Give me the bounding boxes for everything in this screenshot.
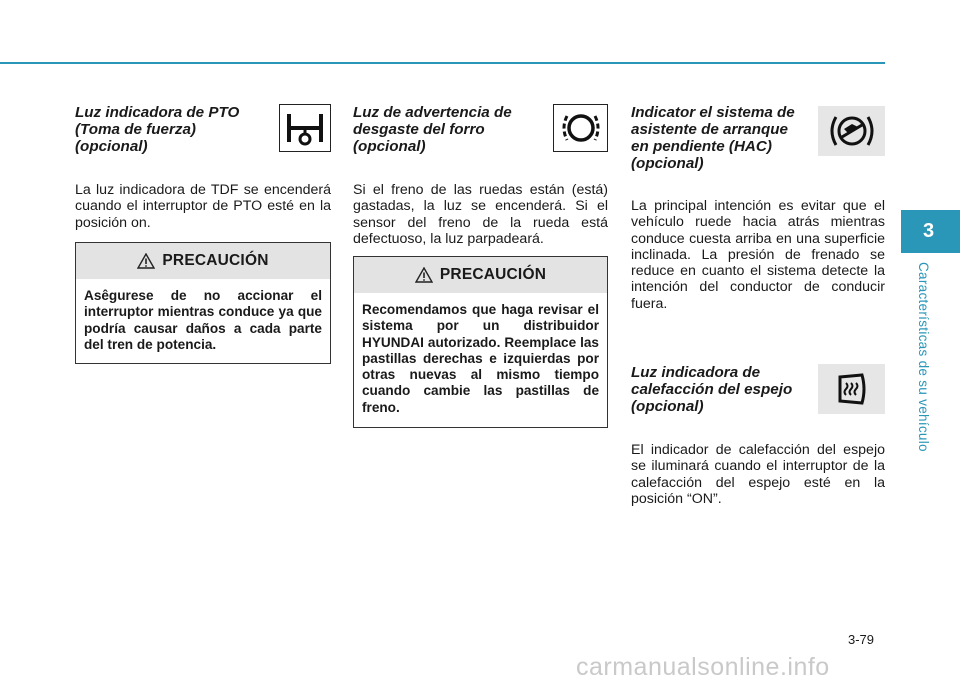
watermark: carmanualsonline.info bbox=[576, 653, 830, 681]
section-heading: Luz indicadora de calefacción del espejo (opcional) bbox=[631, 364, 793, 416]
caution-text: Asêgurese de no accionar el interruptor mientras conduce ya que podría causar daños a cada parte del tren de potencia. bbox=[84, 288, 322, 352]
section-mirror-heater bbox=[631, 364, 885, 416]
caution-title: PRECAUCIÓN bbox=[162, 252, 269, 269]
brake-pad-wear-icon bbox=[553, 104, 608, 152]
warning-triangle-icon bbox=[137, 253, 155, 269]
caution-header bbox=[354, 257, 607, 293]
top-rule bbox=[0, 62, 885, 64]
page-number: 3-79 bbox=[848, 632, 875, 647]
hill-start-assist-icon bbox=[818, 106, 885, 156]
section-paragraph: La luz indicadora de TDF se encenderá cuando el interruptor de PTO esté en la posición on. bbox=[75, 182, 331, 231]
section-brake-wear bbox=[353, 104, 608, 247]
caution-header bbox=[76, 243, 330, 279]
section-heading: Luz indicadora de PTO (Toma de fuerza) (opcional) bbox=[75, 104, 240, 155]
caution-box bbox=[353, 256, 608, 428]
caution-title: PRECAUCIÓN bbox=[439, 266, 547, 283]
section-hill-start-assist bbox=[631, 104, 885, 507]
mirror-heater-icon bbox=[818, 364, 885, 414]
pto-indicator-icon bbox=[279, 104, 331, 152]
section-heading: Indicator el sistema de asistente de arranque en pendiente (HAC) (opcional) bbox=[631, 104, 795, 172]
section-paragraph: La principal intención es evitar que el vehículo ruede hacia atrás mientras conduce cuesta arriba en una superficie inclinada. La presión de frenado se reduce en cuanto el sistema detecte la intención del conductor de conducir fuera. bbox=[631, 198, 885, 312]
section-paragraph: El indicador de calefacción del espejo se iluminará cuando el interruptor de la calefacción del espejo esté en la posición “ON”. bbox=[631, 442, 885, 507]
chapter-number: 3 bbox=[923, 220, 935, 242]
chapter-tab bbox=[901, 210, 960, 253]
section-pto-indicator bbox=[75, 104, 331, 231]
warning-triangle-icon bbox=[415, 267, 433, 283]
section-heading: Luz de advertencia de desgaste del forro (opcional) bbox=[353, 104, 512, 155]
caution-text: Recomendamos que haga revisar el sistema por un distribuidor HYUNDAI autorizado. Reemplace las pastillas derechas e izquierdas por otras nuevas al mismo tiempo cuando cambie las pastillas de freno. bbox=[362, 302, 599, 415]
section-paragraph: Si el freno de las ruedas están (está) gastadas, la luz se encenderá. Si el sensor del freno de la rueda está defectuoso, la luz parpadeará. bbox=[353, 182, 608, 247]
caution-box bbox=[75, 242, 331, 364]
chapter-title: Características de su vehículo bbox=[916, 262, 931, 452]
